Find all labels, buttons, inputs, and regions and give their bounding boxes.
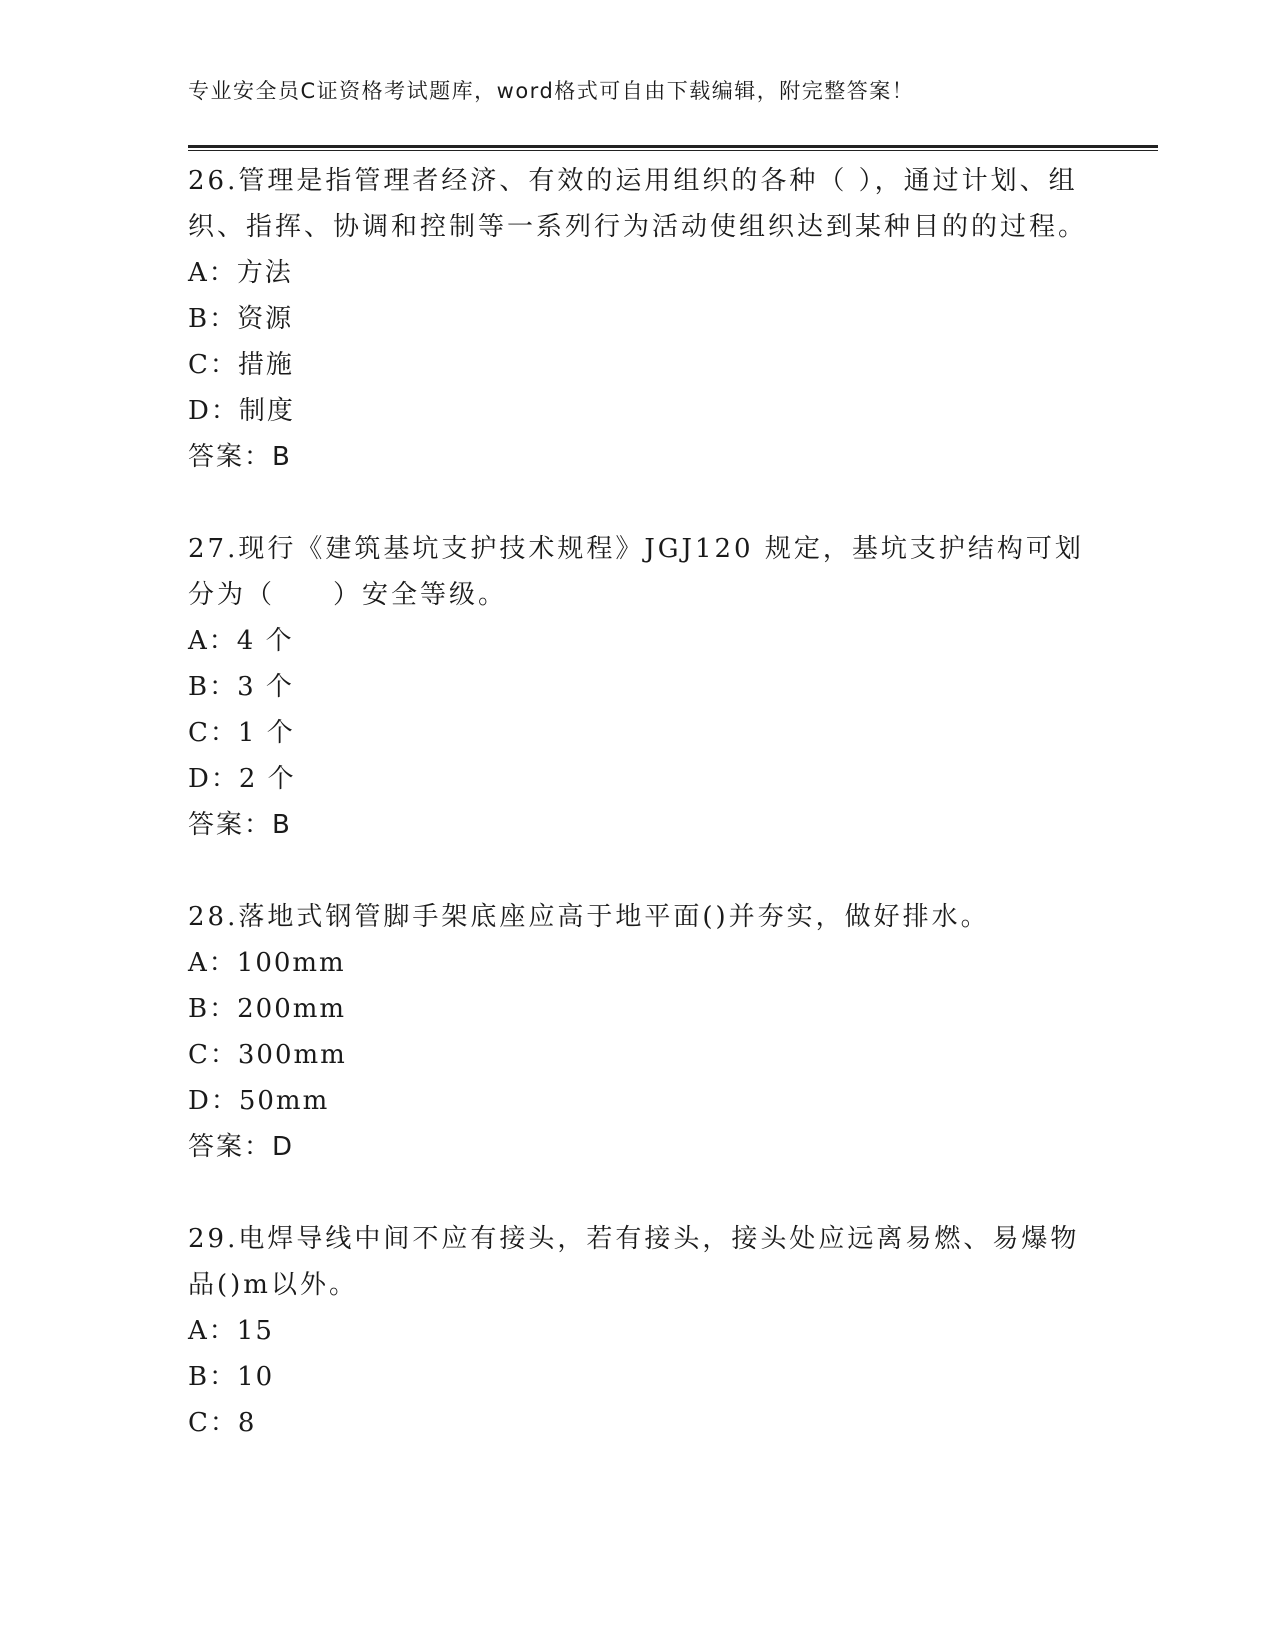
- question-27: [188, 526, 1088, 848]
- option-c: C：300mm: [188, 1040, 347, 1070]
- answer: 答案：B: [188, 810, 292, 840]
- option-a: A：100mm: [188, 948, 346, 978]
- question-list: [188, 158, 1088, 1446]
- question-28: [188, 894, 1088, 1170]
- option-b: B：资源: [188, 304, 294, 334]
- option-a: A：4 个: [188, 626, 294, 656]
- option-d: D：50mm: [188, 1086, 330, 1116]
- option-b: B：200mm: [188, 994, 347, 1024]
- option-d: D：2 个: [188, 764, 296, 794]
- question-stem: 27.现行《建筑基坑支护技术规程》JGJ120 规定，基坑支护结构可划分为（ ）安全等级。: [188, 534, 1084, 610]
- question-29: [188, 1216, 1088, 1446]
- question-stem: 29.电焊导线中间不应有接头，若有接头，接头处应远离易燃、易爆物品()m以外。: [188, 1224, 1080, 1300]
- header-divider: [188, 145, 1158, 151]
- option-c: C：8: [188, 1408, 257, 1438]
- option-d: D：制度: [188, 396, 295, 426]
- option-c: C：1 个: [188, 718, 295, 748]
- option-c: C：措施: [188, 350, 294, 380]
- answer: 答案：B: [188, 442, 292, 472]
- question-stem: 26.管理是指管理者经济、有效的运用组织的各种（ ），通过计划、组织、指挥、协调和控制等一系列行为活动使组织达到某种目的的过程。: [188, 166, 1088, 242]
- question-26: [188, 158, 1088, 480]
- option-b: B：3 个: [188, 672, 294, 702]
- answer: 答案：D: [188, 1132, 295, 1162]
- page-header: 专业安全员C证资格考试题库，word格式可自由下载编辑，附完整答案！: [188, 79, 915, 103]
- question-stem: 28.落地式钢管脚手架底座应高于地平面()并夯实，做好排水。: [188, 902, 990, 932]
- option-a: A：方法: [188, 258, 293, 288]
- option-a: A：15: [188, 1316, 274, 1346]
- option-b: B：10: [188, 1362, 275, 1392]
